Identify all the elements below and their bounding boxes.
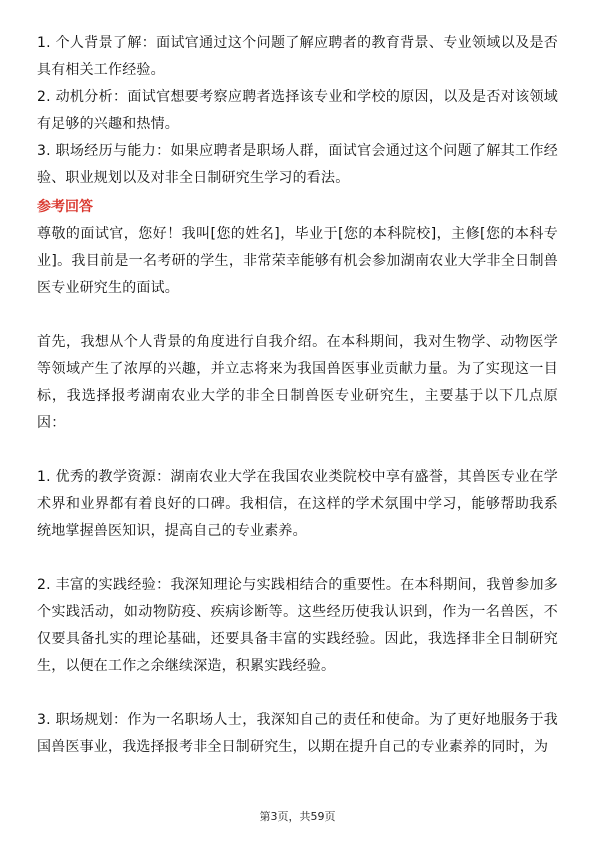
answer-reason-3: 3. 职场规划：作为一名职场人士，我深知自己的责任和使命。为了更好地服务于我国兽医事业，我选择报考非全日制研究生，以期在提升自己的专业素养的同时，为 [37, 712, 558, 755]
page-number-label: 第3页，共59页 [259, 810, 336, 823]
answer-reason-1: 1. 优秀的教学资源：湖南农业大学在我国农业类院校中享有盛誉，其兽医专业在学术界和业界都有着良好的口碑。我相信，在这样的学术氛围中学习，能够帮助我系统地掌握兽医知识，提高自己的专业素养。 [37, 469, 558, 539]
paragraph-gap [37, 302, 558, 329]
paragraph-gap [37, 545, 558, 572]
answer-greeting: 尊敬的面试官，您好！我叫[您的姓名]，毕业于[您的本科院校]，主修[您的本科专业]。我目前是一名考研的学生，非常荣幸能够有机会参加湖南农业大学非全日制兽医专业研究生的面试。 [37, 226, 558, 296]
answer-heading: 参考回答 [37, 199, 93, 215]
paragraph-gap [37, 437, 558, 464]
intro-point-2: 2. 动机分析：面试官想要考察应聘者选择该专业和学校的原因，以及是否对该领域有足够的兴趣和热情。 [37, 89, 558, 132]
answer-background: 首先，我想从个人背景的角度进行自我介绍。在本科期间，我对生物学、动物医学等领域产生了浓厚的兴趣，并立志将来为我国兽医事业贡献力量。为了实现这一目标，我选择报考湖南农业大学的非全日制兽医专业研究生，主要基于以下几点原因： [37, 334, 558, 431]
intro-point-3: 3. 职场经历与能力：如果应聘者是职场人群，面试官会通过这个问题了解其工作经验、职业规划以及对非全日制研究生学习的看法。 [37, 143, 558, 186]
intro-point-1: 1. 个人背景了解：面试官通过这个问题了解应聘者的教育背景、专业领域以及是否具有相关工作经验。 [37, 35, 558, 78]
answer-reason-2: 2. 丰富的实践经验：我深知理论与实践相结合的重要性。在本科期间，我曾参加多个实践活动，如动物防疫、疾病诊断等。这些经历使我认识到，作为一名兽医，不仅要具备扎实的理论基础，还要具备丰富的实践经验。因此，我选择非全日制研究生，以便在工作之余继续深造，积累实践经验。 [37, 577, 558, 674]
paragraph-gap [37, 680, 558, 707]
page-footer [0, 808, 595, 824]
